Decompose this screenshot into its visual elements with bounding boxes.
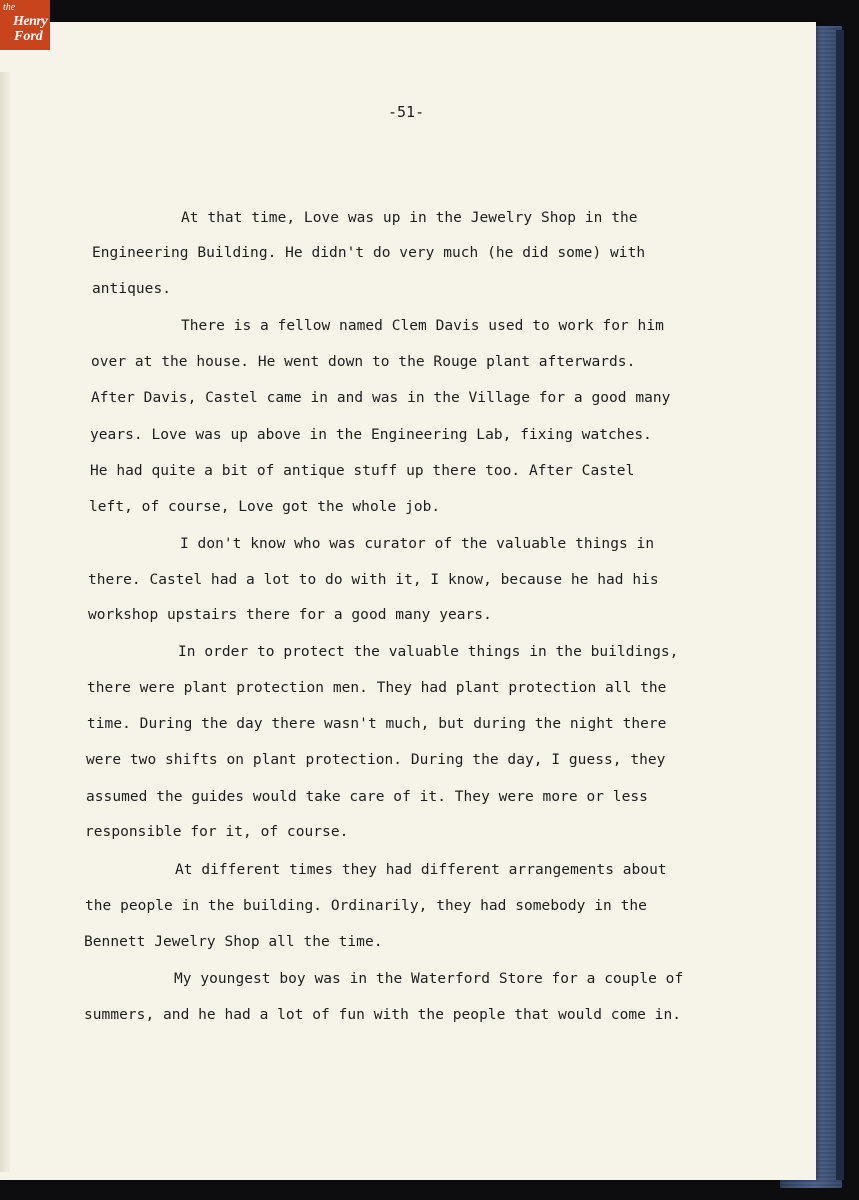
text-line: In order to protect the valuable things in the buildings, — [178, 644, 679, 660]
text-line: After Davis, Castel came in and was in the Village for a good many — [91, 390, 671, 406]
text-line: were two shifts on plant protection. During the day, I guess, they — [86, 752, 666, 768]
text-line: assumed the guides would take care of it. They were more or less — [86, 789, 648, 805]
page-number: -51- — [388, 103, 425, 121]
text-line: time. During the day there wasn't much, but during the night there — [87, 716, 667, 732]
text-line: He had quite a bit of antique stuff up there too. After Castel — [90, 463, 635, 479]
text-line: the people in the building. Ordinarily, they had somebody in the — [85, 898, 647, 914]
text-line: At different times they had different arrangements about — [175, 862, 667, 878]
logo-small-text: the — [3, 2, 16, 13]
logo-line-1: Henry — [13, 14, 48, 29]
text-line: summers, and he had a lot of fun with the people that would come in. — [84, 1007, 682, 1023]
logo-line-2: Ford — [14, 29, 43, 44]
text-line: Bennett Jewelry Shop all the time. — [84, 934, 383, 950]
book-spine-edge — [836, 30, 844, 1180]
text-line: years. Love was up above in the Engineering Lab, fixing watches. — [90, 427, 652, 443]
text-line: I don't know who was curator of the valuable things in — [180, 536, 655, 552]
text-line: At that time, Love was up in the Jewelry Shop in the — [181, 210, 638, 226]
text-line: there were plant protection men. They had plant protection all the — [87, 680, 667, 696]
text-line: Engineering Building. He didn't do very much (he did some) with — [92, 245, 646, 261]
text-line: workshop upstairs there for a good many years. — [88, 607, 492, 623]
text-line: There is a fellow named Clem Davis used to work for him — [181, 318, 664, 334]
text-line: left, of course, Love got the whole job. — [89, 499, 441, 515]
henry-ford-logo — [0, 0, 50, 50]
text-line: My youngest boy was in the Waterford Store for a couple of — [174, 971, 684, 987]
text-line: there. Castel had a lot to do with it, I know, because he had his — [88, 572, 659, 588]
text-line: responsible for it, of course. — [85, 824, 349, 840]
text-line: antiques. — [92, 281, 172, 297]
text-line: over at the house. He went down to the Rouge plant afterwards. — [91, 354, 636, 370]
page-edge — [0, 72, 10, 1172]
